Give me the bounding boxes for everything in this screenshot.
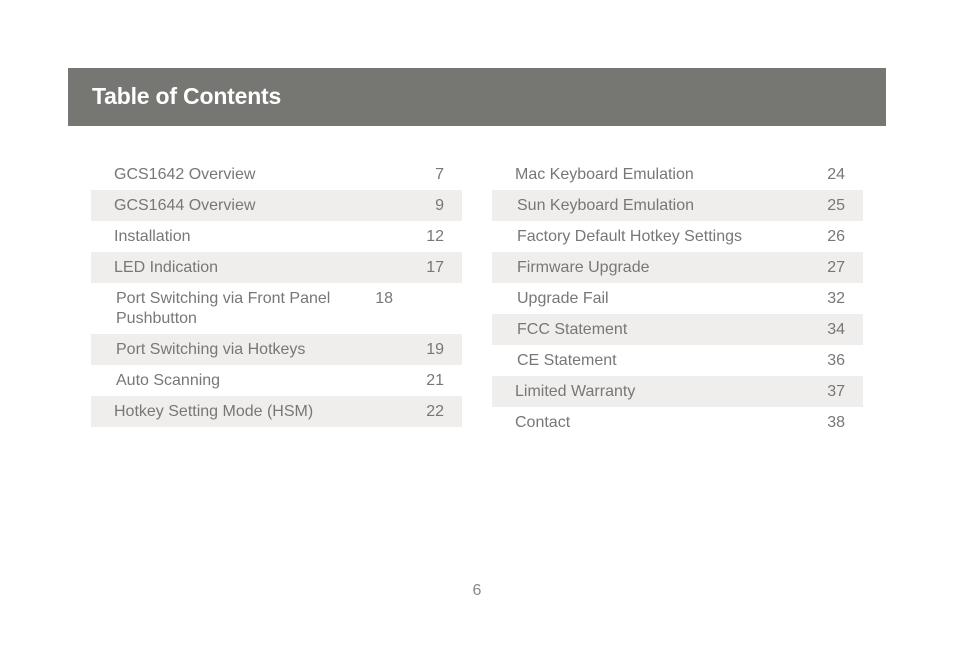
toc-entry-title: Installation [114, 228, 191, 245]
toc-entry-page: 19 [426, 341, 444, 358]
toc-entry-title: Limited Warranty [515, 383, 636, 400]
toc-entry[interactable] [492, 252, 863, 283]
toc-entry-page: 17 [426, 259, 444, 276]
toc-entry-title: Port Switching via Hotkeys [116, 341, 306, 358]
toc-entry[interactable] [492, 314, 863, 345]
toc-entry-title: Contact [515, 414, 571, 431]
page-title: Table of Contents [92, 83, 282, 109]
toc-entry[interactable] [492, 407, 863, 438]
toc-entry[interactable] [91, 396, 462, 427]
page-number: 6 [472, 582, 482, 599]
toc-entry-page: 24 [827, 166, 845, 183]
toc-entry-title: GCS1644 Overview [114, 197, 256, 214]
toc-entry[interactable] [492, 345, 863, 376]
toc-entry-title: Upgrade Fail [517, 290, 609, 307]
toc-entry-page: 36 [827, 352, 845, 369]
toc-entry[interactable] [91, 283, 462, 334]
toc-entry[interactable] [492, 221, 863, 252]
toc-entry-page: 12 [426, 228, 444, 245]
toc-entry-title: Factory Default Hotkey Settings [517, 228, 742, 245]
toc-entry[interactable] [91, 365, 462, 396]
toc-entry-page: 38 [827, 414, 845, 431]
toc-entry-page: 7 [435, 166, 444, 183]
toc-entry-title: LED Indication [114, 259, 219, 276]
toc-entry-title: Mac Keyboard Emulation [515, 166, 694, 183]
toc-entry[interactable] [492, 283, 863, 314]
toc-entry[interactable] [91, 159, 462, 190]
toc-entry-title: Hotkey Setting Mode (HSM) [114, 403, 314, 420]
toc-entry-page: 21 [426, 372, 444, 389]
toc-entry-page: 22 [426, 403, 444, 420]
toc-entry-page: 18 [375, 290, 393, 307]
toc-entry-title: GCS1642 Overview [114, 166, 256, 183]
toc-entry[interactable] [492, 190, 863, 221]
toc-entry-page: 9 [435, 197, 444, 214]
toc-entry-page: 26 [827, 228, 845, 245]
toc-entry-page: 37 [827, 383, 845, 400]
toc-entry-title: Auto Scanning [116, 372, 221, 389]
toc-entry-title: FCC Statement [517, 321, 628, 338]
toc-entry-page: 32 [827, 290, 845, 307]
toc-entry[interactable] [492, 376, 863, 407]
toc-header-bar [68, 68, 886, 126]
toc-left-column [91, 159, 462, 427]
toc-entry-page: 25 [827, 197, 845, 214]
toc-entry[interactable] [91, 221, 462, 252]
toc-right-column [492, 159, 863, 438]
toc-entry[interactable] [91, 334, 462, 365]
toc-entry-title: Sun Keyboard Emulation [517, 197, 694, 214]
toc-entry-title: Firmware Upgrade [517, 259, 650, 276]
toc-entry-page: 34 [827, 321, 845, 338]
toc-entry-title: Port Switching via Front Panel Pushbutton [116, 290, 331, 327]
toc-entry-page: 27 [827, 259, 845, 276]
toc-entry[interactable] [91, 252, 462, 283]
toc-entry[interactable] [492, 159, 863, 190]
toc-entry-title: CE Statement [517, 352, 617, 369]
toc-entry[interactable] [91, 190, 462, 221]
